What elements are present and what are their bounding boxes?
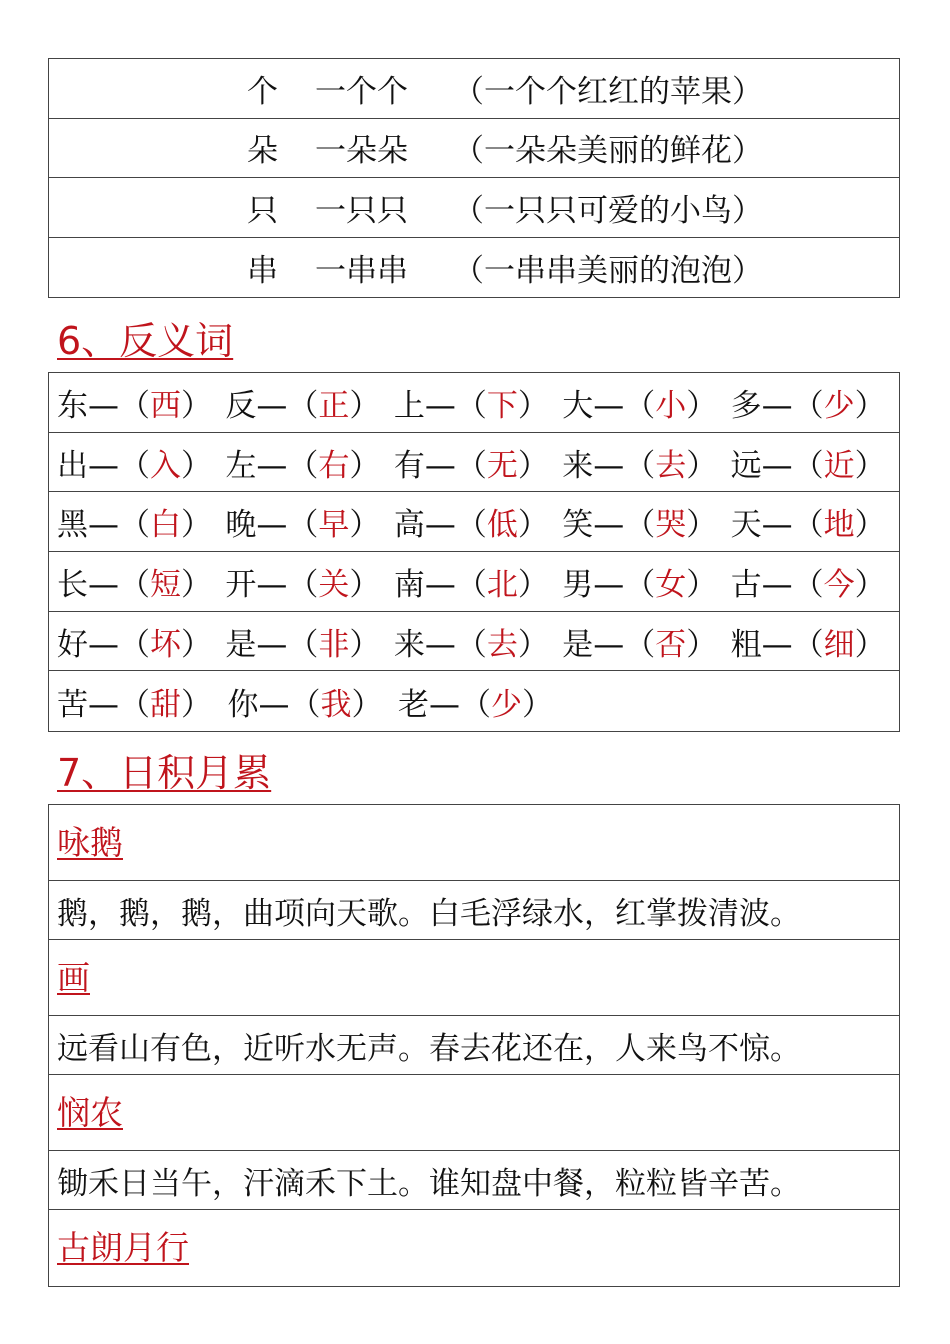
antonym-dash-open: —（	[424, 387, 487, 424]
antonym-pair	[731, 499, 899, 544]
antonym-close: ）	[522, 686, 553, 723]
antonym-answer: 西	[150, 387, 181, 424]
antonym-close: ）	[686, 626, 718, 663]
antonym-answer: 去	[486, 626, 518, 663]
antonym-pair	[394, 559, 562, 604]
antonym-close: ）	[686, 387, 718, 424]
antonym-pair	[394, 499, 562, 544]
antonym-pair	[731, 380, 899, 425]
measure-word-repeat: 一串串	[315, 252, 408, 289]
antonym-answer: 少	[823, 387, 855, 424]
antonym-close: ）	[349, 566, 381, 603]
antonym-close: ）	[181, 387, 212, 424]
antonym-close: ）	[517, 387, 549, 424]
antonym-close: ）	[854, 566, 886, 603]
antonym-word: 出	[57, 447, 88, 484]
measure-word-repeat: 一朵朵	[315, 133, 408, 170]
antonym-pair	[57, 380, 225, 425]
antonym-word: 天	[730, 507, 762, 544]
antonym-close: ）	[181, 626, 212, 663]
poem-line: 远看山有色，近听水无声。春去花还在，人来鸟不惊。	[57, 1030, 801, 1067]
antonym-word: 有	[393, 447, 425, 484]
antonym-dash-open: —（	[88, 387, 150, 424]
poem-title-row	[49, 1075, 899, 1151]
antonym-word: 高	[393, 507, 425, 544]
antonym-word: 黑	[57, 507, 88, 544]
antonym-pair	[57, 499, 225, 544]
antonym-dash-open: —（	[88, 686, 150, 723]
antonym-word: 来	[562, 447, 594, 484]
antonym-answer: 北	[486, 566, 518, 603]
antonym-word: 大	[562, 387, 594, 424]
poem-title: 古朗月行	[57, 1228, 189, 1267]
antonym-answer: 非	[318, 626, 350, 663]
poem-title: 画	[57, 958, 90, 997]
measure-word-example: （一朵朵美丽的鲜花）	[453, 133, 763, 170]
antonym-pair	[57, 440, 225, 485]
antonym-word: 左	[225, 447, 257, 484]
antonym-close: ）	[181, 686, 212, 723]
antonym-pair	[57, 619, 225, 664]
antonym-answer: 短	[150, 566, 181, 603]
poem-line-row	[49, 881, 899, 940]
antonym-row	[49, 671, 899, 731]
antonym-pair	[398, 679, 569, 724]
antonym-dash-open: —（	[424, 507, 487, 544]
antonym-dash-open: —（	[593, 447, 656, 484]
antonym-answer: 哭	[655, 507, 687, 544]
antonym-close: ）	[517, 447, 549, 484]
antonym-close: ）	[854, 626, 886, 663]
antonym-dash-open: —（	[258, 686, 321, 723]
measure-word-example: （一个个红红的苹果）	[453, 73, 763, 110]
antonym-close: ）	[351, 686, 383, 723]
antonym-pair	[562, 499, 730, 544]
antonym-word: 古	[730, 566, 762, 603]
antonym-answer: 低	[486, 507, 518, 544]
antonym-word: 是	[225, 626, 257, 663]
antonym-word: 反	[225, 387, 257, 424]
antonym-answer: 去	[655, 447, 687, 484]
antonym-word: 笑	[562, 507, 594, 544]
antonym-answer: 右	[318, 447, 350, 484]
section-heading-antonyms: 6、反义词	[57, 319, 234, 363]
antonym-dash-open: —（	[88, 507, 150, 544]
measure-word: 只	[247, 192, 278, 229]
antonym-pair	[225, 619, 393, 664]
antonym-word: 是	[562, 626, 594, 663]
antonym-pair	[225, 380, 393, 425]
antonym-dash-open: —（	[593, 387, 656, 424]
section-heading-daily-accumulation: 7、日积月累	[57, 751, 272, 795]
measure-word-table	[48, 58, 900, 298]
antonym-word: 东	[57, 387, 88, 424]
measure-word-repeat: 一个个	[315, 73, 408, 110]
antonym-dash-open: —（	[424, 626, 487, 663]
antonym-word: 粗	[730, 626, 762, 663]
measure-word-row	[49, 119, 899, 179]
poem-title: 咏鹅	[57, 823, 123, 862]
antonym-pair	[57, 679, 228, 724]
antonym-close: ）	[854, 387, 886, 424]
antonym-row	[49, 433, 899, 493]
antonym-dash-open: —（	[593, 507, 656, 544]
antonym-close: ）	[181, 447, 212, 484]
antonym-pair	[394, 440, 562, 485]
poem-line-row	[49, 1016, 899, 1075]
antonym-row	[49, 552, 899, 612]
antonym-word: 好	[57, 626, 88, 663]
antonym-dash-open: —（	[256, 626, 319, 663]
antonym-answer: 少	[491, 686, 522, 723]
antonym-dash-open: —（	[88, 626, 150, 663]
antonym-dash-open: —（	[429, 686, 491, 723]
antonym-word: 老	[398, 686, 429, 723]
antonym-word: 男	[562, 566, 594, 603]
poem-table	[48, 804, 900, 1287]
antonym-word: 南	[393, 566, 425, 603]
antonym-pair	[394, 619, 562, 664]
antonym-pair	[57, 559, 225, 604]
antonym-dash-open: —（	[88, 566, 150, 603]
antonym-close: ）	[349, 447, 381, 484]
measure-word-row	[49, 238, 899, 298]
antonym-close: ）	[854, 507, 886, 544]
antonym-dash-open: —（	[761, 447, 824, 484]
antonym-close: ）	[517, 507, 549, 544]
antonym-answer: 女	[655, 566, 687, 603]
measure-word-repeat: 一只只	[315, 192, 408, 229]
antonym-close: ）	[349, 387, 381, 424]
measure-word: 朵	[247, 133, 278, 170]
measure-word-example: （一只只可爱的小鸟）	[453, 192, 763, 229]
antonym-word: 你	[227, 686, 259, 723]
antonym-close: ）	[181, 566, 212, 603]
antonym-dash-open: —（	[256, 566, 319, 603]
measure-word-example: （一串串美丽的泡泡）	[453, 252, 763, 289]
antonym-answer: 地	[823, 507, 855, 544]
antonym-row	[49, 612, 899, 672]
antonym-table	[48, 372, 900, 732]
antonym-word: 来	[393, 626, 425, 663]
antonym-close: ）	[517, 566, 549, 603]
antonym-dash-open: —（	[593, 626, 656, 663]
antonym-pair	[562, 559, 730, 604]
antonym-word: 晚	[225, 507, 257, 544]
antonym-dash-open: —（	[593, 566, 656, 603]
antonym-dash-open: —（	[256, 507, 319, 544]
antonym-dash-open: —（	[88, 447, 150, 484]
antonym-answer: 我	[320, 686, 352, 723]
measure-word-row	[49, 178, 899, 238]
antonym-answer: 否	[655, 626, 687, 663]
antonym-close: ）	[854, 447, 886, 484]
antonym-pair	[731, 559, 899, 604]
antonym-answer: 入	[150, 447, 181, 484]
antonym-dash-open: —（	[761, 626, 824, 663]
antonym-dash-open: —（	[761, 507, 824, 544]
poem-line-row	[49, 1151, 899, 1210]
antonym-pair	[562, 440, 730, 485]
antonym-word: 开	[225, 566, 257, 603]
antonym-pair	[731, 619, 899, 664]
antonym-dash-open: —（	[424, 566, 487, 603]
antonym-pair	[562, 619, 730, 664]
poem-title-row	[49, 940, 899, 1016]
antonym-word: 多	[730, 387, 762, 424]
antonym-dash-open: —（	[256, 387, 319, 424]
antonym-answer: 近	[823, 447, 855, 484]
antonym-answer: 甜	[150, 686, 181, 723]
antonym-dash-open: —（	[256, 447, 319, 484]
measure-word: 串	[247, 252, 278, 289]
antonym-close: ）	[517, 626, 549, 663]
antonym-pair	[225, 499, 393, 544]
antonym-pair	[394, 380, 562, 425]
poem-title-row	[49, 805, 899, 881]
antonym-answer: 坏	[150, 626, 181, 663]
poem-title: 悯农	[57, 1093, 123, 1132]
antonym-close: ）	[349, 626, 381, 663]
measure-word: 个	[247, 73, 278, 110]
antonym-answer: 无	[486, 447, 518, 484]
antonym-answer: 细	[823, 626, 855, 663]
antonym-word: 苦	[57, 686, 88, 723]
antonym-pair	[731, 440, 899, 485]
antonym-word: 远	[730, 447, 762, 484]
antonym-close: ）	[349, 507, 381, 544]
antonym-dash-open: —（	[761, 566, 824, 603]
antonym-answer: 早	[318, 507, 350, 544]
antonym-pair	[225, 440, 393, 485]
antonym-close: ）	[686, 566, 718, 603]
antonym-answer: 正	[318, 387, 350, 424]
antonym-pair	[562, 380, 730, 425]
antonym-dash-open: —（	[761, 387, 824, 424]
antonym-dash-open: —（	[424, 447, 487, 484]
antonym-answer: 下	[486, 387, 518, 424]
antonym-close: ）	[686, 447, 718, 484]
antonym-word: 长	[57, 566, 88, 603]
antonym-row	[49, 492, 899, 552]
poem-line: 锄禾日当午，汗滴禾下土。谁知盘中餐，粒粒皆辛苦。	[57, 1165, 801, 1202]
antonym-pair	[225, 559, 393, 604]
antonym-close: ）	[181, 507, 212, 544]
measure-word-row	[49, 59, 899, 119]
antonym-close: ）	[686, 507, 718, 544]
antonym-word: 上	[393, 387, 425, 424]
antonym-answer: 关	[318, 566, 350, 603]
poem-line: 鹅，鹅，鹅，曲项向天歌。白毛浮绿水，红掌拨清波。	[57, 895, 801, 932]
antonym-row	[49, 373, 899, 433]
antonym-pair	[228, 679, 399, 724]
antonym-answer: 今	[823, 566, 855, 603]
poem-title-row	[49, 1210, 899, 1286]
antonym-answer: 白	[150, 507, 181, 544]
antonym-answer: 小	[655, 387, 687, 424]
